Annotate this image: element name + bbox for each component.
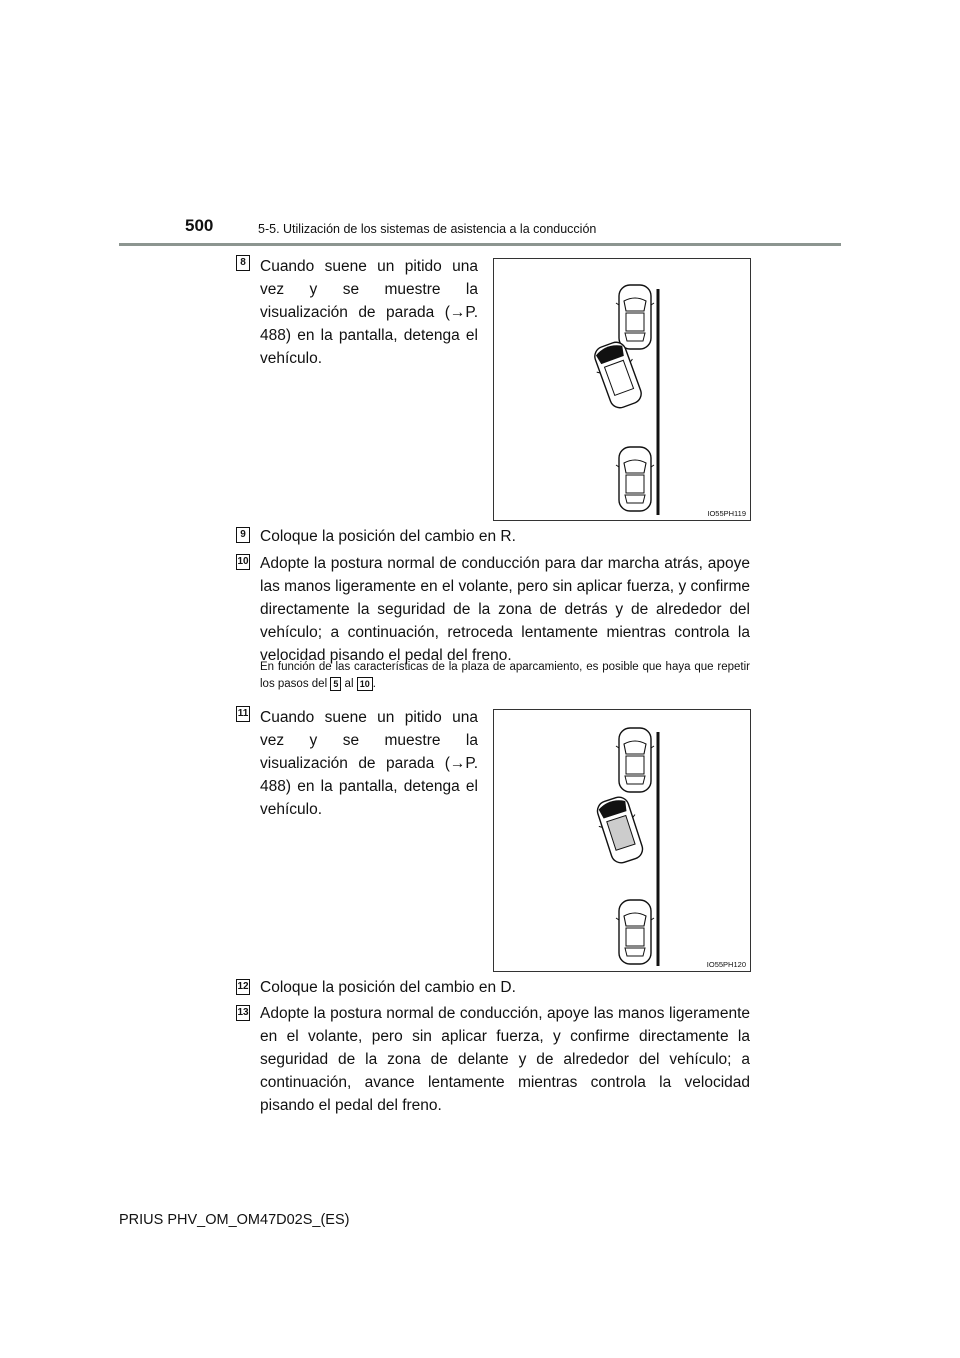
step-8-text: Cuando suene un pitido una vez y se muestre la visualización de parada (→P. 488) en la pantalla, detenga el vehículo. [260,258,478,367]
step-number-12: 12 [236,979,250,995]
note-text-before: En función de las características de la plaza de aparcamiento, es posible que haya que repetir los pasos del [260,661,750,690]
parked-car-front [616,285,654,349]
figure-code-1: IO55PH119 [707,509,746,518]
section-title: 5-5. Utilización de los sistemas de asistencia a la conducción [258,222,597,236]
step-number-8: 8 [236,255,250,271]
footer-document-code: PRIUS PHV_OM_OM47D02S_(ES) [119,1212,350,1228]
step-number-13: 13 [236,1005,250,1021]
step-13-text: Adopte la postura normal de conducción, apoye las manos ligeramente en el volante, pero sin aplicar fuerza, y confirme directamente la seguridad de la zona de delante y de alrededor del vehículo; a continuación, avance lentamente mientras controla la velocidad pisando el pedal del freno. [260,1005,750,1114]
step-number-11: 11 [236,706,250,722]
step-12-text: Coloque la posición del cambio en D. [260,979,516,996]
parking-figure-1 [493,258,751,521]
note-text-end: . [372,678,376,690]
figure-code-2: IO55PH120 [706,960,746,969]
header-rule [119,243,841,246]
parking-diagram-2 [494,710,750,971]
step-number-10: 10 [236,554,250,570]
step-9-text: Coloque la posición del cambio en R. [260,528,516,545]
parking-diagram-1 [494,259,750,520]
note-text [260,659,750,693]
step-number-9: 9 [236,527,250,543]
note-ref-step-5: 5 [330,677,341,691]
parked-car-front [616,728,654,792]
parked-car-rear [616,447,654,511]
parked-car-rear [616,900,654,964]
step-11-text: Cuando suene un pitido una vez y se muestre la visualización de parada (→P. 488) en la pantalla, detenga el vehículo. [260,709,478,818]
note-text-mid: al [344,678,354,690]
step-10-text: Adopte la postura normal de conducción para dar marcha atrás, apoye las manos ligeramente en el volante, pero sin aplicar fuerza, y confirme directamente la seguridad de la zona de detrás y de alrededor del vehículo; a continuación, retroceda lentamente mientras controla la velocidad pisando el pedal del freno. [260,555,750,664]
parking-figure-2 [493,709,751,972]
page-number: 500 [185,216,214,235]
own-car-maneuvering [592,794,648,867]
note-ref-step-10: 10 [357,677,373,691]
